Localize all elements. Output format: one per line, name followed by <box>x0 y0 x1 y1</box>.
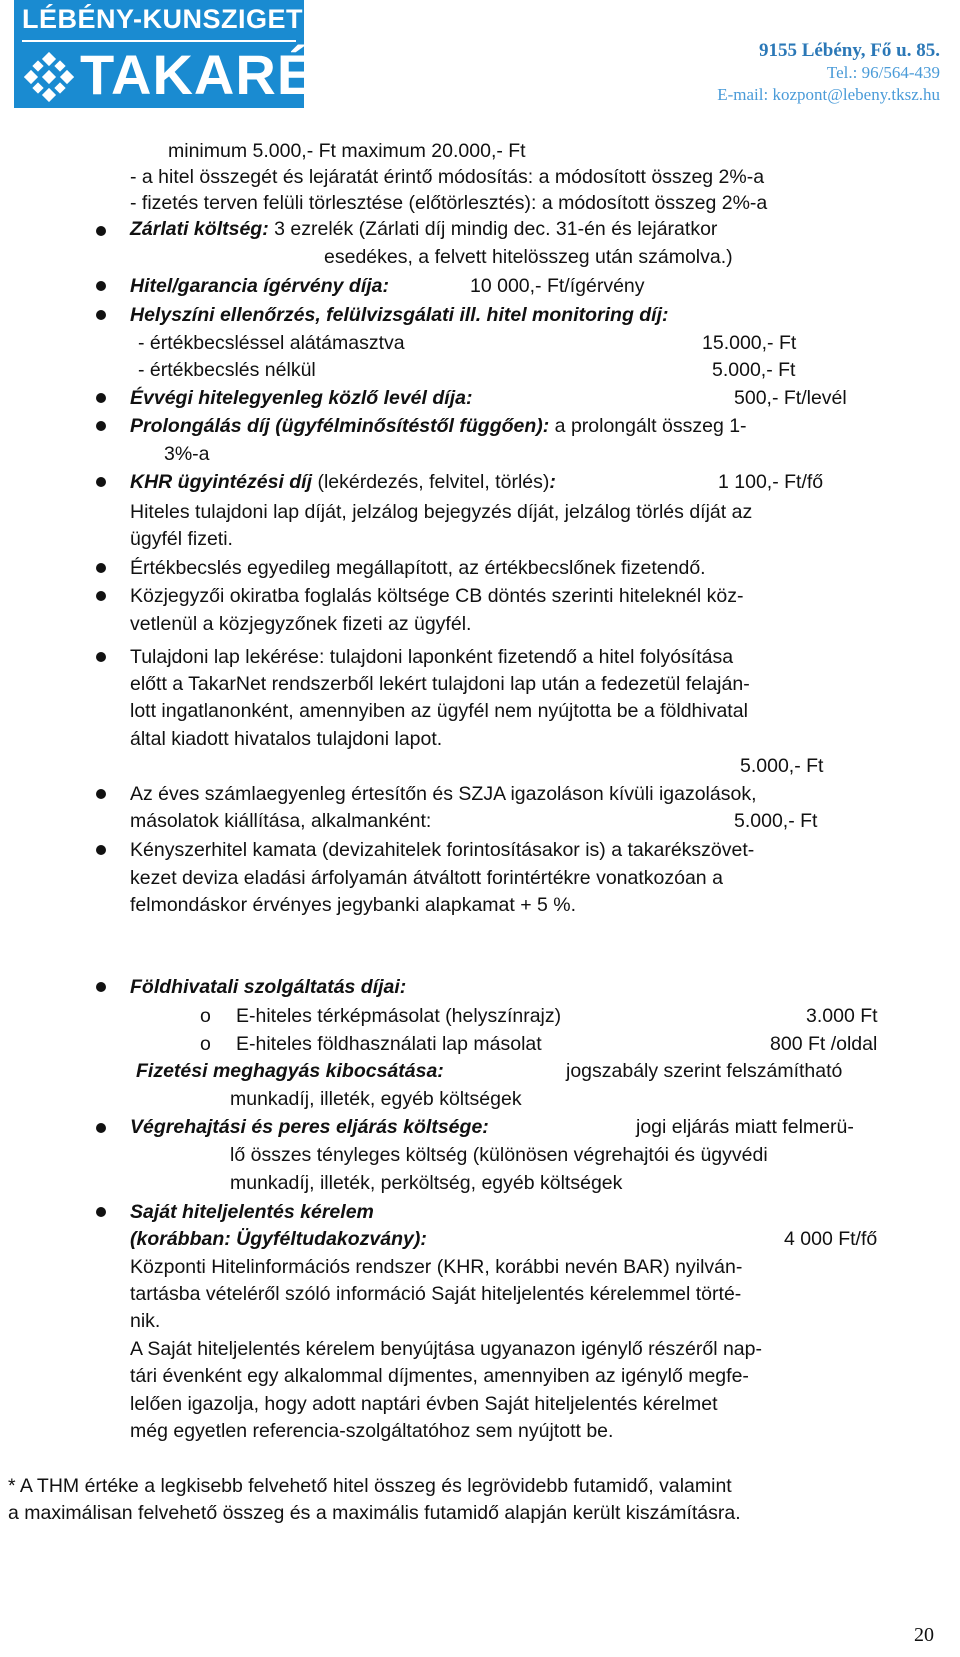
bullet-icon <box>96 591 106 601</box>
sub-bullet: o <box>200 1033 211 1055</box>
text-line: Értékbecslés egyedileg megállapított, az értékbecslőnek fizetendő. <box>130 557 706 579</box>
text-line <box>130 217 717 241</box>
text-line: E-hiteles térképmásolat (helyszínrajz) <box>236 1005 562 1027</box>
item-value: 5.000,- Ft <box>740 755 824 777</box>
text-line: lott ingatlanonként, amennyiben az ügyfél nem nyújtotta be a földhivatal <box>130 700 748 722</box>
email-line: E-mail: kozpont@lebeny.tksz.hu <box>717 85 940 104</box>
bullet-icon <box>96 652 106 662</box>
text-line <box>130 414 747 438</box>
item-title: Fizetési meghagyás kibocsátása: <box>136 1060 444 1082</box>
item-title: (korábban: Ügyféltudakozvány): <box>130 1228 427 1250</box>
bullet-icon <box>96 421 106 431</box>
text-line <box>130 470 556 494</box>
text-line: Központi Hitelinformációs rendszer (KHR, korábbi nevén BAR) nyilván- <box>130 1256 743 1278</box>
logo-top-text: LÉBÉNY-KUNSZIGET <box>22 4 304 34</box>
text-line: lő összes tényleges költség (különösen végrehajtói és ügyvédi <box>230 1144 768 1166</box>
item-title: Végrehajtási és peres eljárás költsége: <box>130 1116 489 1138</box>
item-title: Hitel/garancia ígérvény díja: <box>130 275 390 297</box>
text-line: másolatok kiállítása, alkalmanként: <box>130 810 432 832</box>
item-title: Prolongálás díj (ügyfélminősítéstől függően): <box>130 415 550 437</box>
bullet-icon <box>96 789 106 799</box>
item-text: a prolongált összeg 1- <box>549 415 747 437</box>
item-title: Zárlati költség: <box>130 218 269 240</box>
item-value: 5.000,- Ft <box>734 810 818 832</box>
item-value: 5.000,- Ft <box>712 359 796 381</box>
text-line: A Saját hiteljelentés kérelem benyújtása ugyanazon igénylő részéről nap- <box>130 1338 762 1360</box>
item-title: Saját hiteljelentés kérelem <box>130 1201 374 1223</box>
text-line: felmondáskor érvényes jegybanki alapkamat + 5 %. <box>130 894 577 916</box>
text-line: jogszabály szerint felszámítható <box>566 1060 843 1082</box>
item-value: 4 000 Ft/fő <box>784 1228 878 1250</box>
item-value: 15.000,- Ft <box>702 332 797 354</box>
text-line: 3%-a <box>164 443 210 465</box>
item-colon: : <box>549 471 556 493</box>
item-text: (lekérdezés, felvitel, törlés) <box>312 471 550 493</box>
text-line: Hiteles tulajdoni lap díját, jelzálog bejegyzés díját, jelzálog törlés díját az <box>130 501 753 523</box>
text-line: vetlenül a közjegyzőnek fizeti az ügyfél. <box>130 613 472 635</box>
item-value: 10 000,- Ft/ígérvény <box>470 275 645 297</box>
address-line: 9155 Lébény, Fő u. 85. <box>758 40 940 61</box>
text-line: Közjegyzői okiratba foglalás költsége CB döntés szerinti hiteleknél köz- <box>130 585 744 607</box>
text-line: - fizetés terven felüli törlesztése (előtörlesztés): a módosított összeg 2%-a <box>130 192 768 214</box>
text-line: lelően igazolja, hogy adott naptári évben Saját hiteljelentés kérelmet <box>130 1393 718 1415</box>
page-number: 20 <box>914 1624 934 1646</box>
text-line: - értékbecslés nélkül <box>138 359 316 381</box>
item-value: 3.000 Ft <box>806 1005 878 1027</box>
header-address <box>717 40 940 106</box>
phone-line: Tel.: 96/564-439 <box>826 63 940 82</box>
text-line: E-hiteles földhasználati lap másolat <box>236 1033 542 1055</box>
sub-bullet: o <box>200 1005 211 1027</box>
text-line: esedékes, a felvett hitelösszeg után számolva.) <box>324 246 733 268</box>
bullet-icon <box>96 226 106 236</box>
bullet-icon <box>96 393 106 403</box>
bullet-icon <box>96 982 106 992</box>
item-value: 1 100,- Ft/fő <box>718 471 824 493</box>
bullet-icon <box>96 477 106 487</box>
bullet-icon <box>96 310 106 320</box>
item-title: Évvégi hitelegyenleg közlő levél díja: <box>130 387 473 409</box>
item-title: Földhivatali szolgáltatás díjai: <box>130 976 407 998</box>
text-line: - a hitel összegét és lejáratát érintő módosítás: a módosított összeg 2%-a <box>130 166 765 188</box>
item-title: KHR ügyintézési díj <box>130 471 313 493</box>
text-line: Kényszerhitel kamata (devizahitelek forintosításakor is) a takarékszövet- <box>130 839 755 861</box>
text-line: minimum 5.000,- Ft maximum 20.000,- Ft <box>168 140 526 162</box>
text-line: előtt a TakarNet rendszerből lekért tulajdoni lap után a fedezetül felaján- <box>130 673 750 695</box>
text-line: kezet deviza eladási árfolyamán átváltott forintértékre vonatkozóan a <box>130 867 723 889</box>
bullet-icon <box>96 845 106 855</box>
item-text: 3 ezrelék (Zárlati díj mindig dec. 31-én és lejáratkor <box>268 218 718 240</box>
text-line: ügyfél fizeti. <box>130 528 233 550</box>
item-value: 500,- Ft/levél <box>734 387 847 409</box>
text-line: tartásba vételéről szóló információ Saját hiteljelentés kérelemmel törté- <box>130 1283 742 1305</box>
text-line: nik. <box>130 1310 161 1332</box>
text-line: munkadíj, illeték, egyéb költségek <box>230 1088 522 1110</box>
bullet-icon <box>96 563 106 573</box>
bank-logo <box>14 0 357 108</box>
footnote-line: a maximálisan felvehető összeg és a maximális futamidő alapján került kiszámításra. <box>8 1502 741 1524</box>
item-title: Helyszíni ellenőrzés, felülvizsgálati ill. hitel monitoring díj: <box>130 304 669 326</box>
bullet-icon <box>96 1123 106 1133</box>
text-line: munkadíj, illeték, perköltség, egyéb költségek <box>230 1172 623 1194</box>
text-line: Az éves számlaegyenleg értesítőn és SZJA igazoláson kívüli igazolások, <box>130 783 757 805</box>
item-value: 800 Ft /oldal <box>770 1033 878 1055</box>
text-line: tári évenként egy alkalommal díjmentes, amennyiben az igénylő megfe- <box>130 1365 749 1387</box>
text-line: jogi eljárás miatt felmerü- <box>636 1116 854 1138</box>
text-line: által kiadott hivatalos tulajdoni lapot. <box>130 728 443 750</box>
logo-mark-icon <box>24 52 74 102</box>
bullet-icon <box>96 281 106 291</box>
text-line: Tulajdoni lap lekérése: tulajdoni laponként fizetendő a hitel folyósítása <box>130 646 734 668</box>
text-line: - értékbecsléssel alátámasztva <box>138 332 405 354</box>
logo-main-text: TAKARÉK <box>80 43 357 106</box>
bullet-icon <box>96 1207 106 1217</box>
footnote-line: * A THM értéke a legkisebb felvehető hitel összeg és legrövidebb futamidő, valamint <box>8 1475 732 1497</box>
text-line: még egyetlen referencia-szolgáltatóhoz sem nyújtott be. <box>130 1420 614 1442</box>
